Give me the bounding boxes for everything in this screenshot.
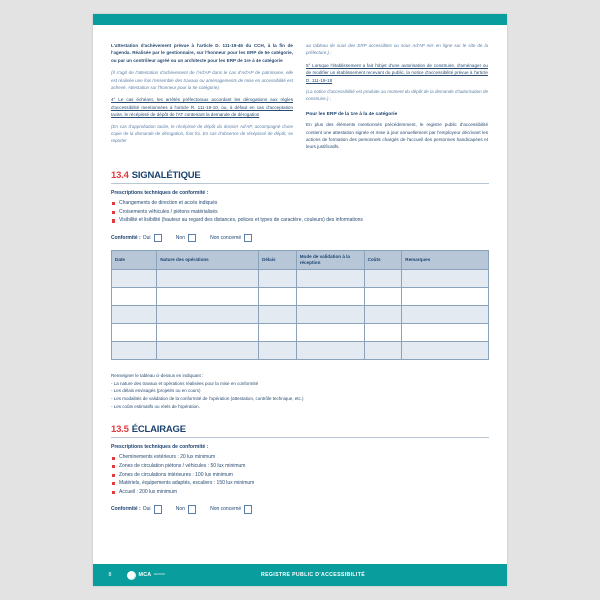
prescriptions-label: Prescriptions techniques de conformité : (111, 443, 209, 450)
intro-paragraph-italic: (La notice d'accessibilité est produite au moment du dépôt de la demande d'autorisation de construire.) ; (306, 89, 488, 102)
table-cell-remarques[interactable] (402, 324, 489, 342)
intro-columns (111, 42, 489, 156)
table-body (112, 270, 489, 360)
list-item (111, 208, 489, 217)
conformity-option-non-concerne[interactable] (210, 505, 255, 513)
table-cell-date[interactable] (112, 288, 157, 306)
intro-paragraph-italic: au tableau de suivi des ERP accessibles ou sous Ad'AP mis en ligne sur le site de la préfecture.) ; (306, 43, 488, 56)
table-cell-couts[interactable] (364, 270, 402, 288)
instructions-intro: Renseigner le tableau ci-dessus en indiquant : (111, 373, 204, 379)
conformity-row-eclairage (111, 505, 489, 513)
list-item (111, 199, 489, 208)
table-row[interactable] (112, 288, 489, 306)
table-cell-nature[interactable] (157, 288, 259, 306)
table-cell-remarques[interactable] (402, 342, 489, 360)
instructions-line: - Les modalités de validation de la conformité de l'opération (attestation, contrôle technique, etc.) (111, 395, 304, 401)
table-cell-couts[interactable] (364, 324, 402, 342)
checkbox-non-concerne[interactable] (244, 505, 252, 513)
checkbox-oui[interactable] (154, 505, 162, 513)
list-item-label: Matériels, équipements adaptés, escaliers : 150 lux minimum (119, 480, 255, 487)
table-row[interactable] (112, 270, 489, 288)
checkbox-oui[interactable] (154, 234, 162, 242)
conformity-option-label: Oui (142, 506, 151, 513)
section-divider (111, 437, 489, 438)
brand-name: MCA (138, 572, 152, 578)
column-header-delais: Délais (259, 251, 297, 270)
table-cell-date[interactable] (112, 270, 157, 288)
document-title: REGISTRE PUBLIC D'ACCESSIBILITÉ (261, 572, 366, 578)
conformity-option-label: Non concerné (210, 506, 242, 513)
section-title: ÉCLAIRAGE (131, 424, 186, 436)
table-cell-nature[interactable] (157, 342, 259, 360)
table-cell-date[interactable] (112, 324, 157, 342)
section-number: 13.4 (111, 169, 129, 181)
conformity-option-label: Non concerné (210, 235, 242, 242)
conformity-label: Conformité : (111, 235, 141, 242)
intro-paragraph: L'attestation d'achèvement prévue à l'article D. 111-19-46 du CCH, à la fin de l'agenda. Réalisée par le gestionnaire, sur l'honneur pour les ERP de 5e catégorie, ou par un contrôleur agréé ou un architecte pour les ERP de 1re à 4e catégorie (111, 43, 293, 63)
conformity-option-non[interactable] (176, 505, 199, 513)
section-heading-signaletique (111, 170, 489, 181)
intro-paragraph-italic: (Il s'agit de l'attestation d'achèvement de l'Ad'AP dans le cas d'Ad'AP de patrimoine, elle est réalisée une fois l'ensemble des travaux ou aménagements de mise en accessibilité est achevé. Attestation sur l'honneur pour la 5e catégorie). (111, 70, 293, 91)
table-cell-couts[interactable] (364, 306, 402, 324)
list-item-label: Visibilité et lisibilité (hauteur au regard des distances, polices et types de caractère, couleurs) des informations (119, 217, 363, 224)
table-cell-mode-validation[interactable] (296, 342, 364, 360)
brand-subtitle: GROUP (153, 572, 166, 577)
list-item (111, 216, 489, 225)
conformity-option-non-concerne[interactable] (210, 234, 255, 242)
table-row[interactable] (112, 342, 489, 360)
table-cell-mode-validation[interactable] (296, 324, 364, 342)
section-heading-eclairage (111, 424, 489, 435)
intro-paragraph-italic: (En cas d'approbation tacite, le récépissé de dépôt du dossier Ad'AP, accompagné d'une copie de la demande de dérogation, font foi. En cas d'absence de récépissé de dépôt, se reporter (111, 123, 293, 144)
intro-left-column (111, 42, 293, 156)
column-header-couts: Coûts (364, 251, 402, 270)
table-cell-delais[interactable] (259, 342, 297, 360)
page-number: 8 (108, 572, 112, 578)
table-row[interactable] (112, 306, 489, 324)
conformity-option-oui[interactable] (143, 505, 165, 513)
table-cell-remarques[interactable] (402, 288, 489, 306)
section-title: SIGNALÉTIQUE (131, 169, 201, 181)
table-cell-couts[interactable] (364, 288, 402, 306)
table-cell-mode-validation[interactable] (296, 288, 364, 306)
brand-logo (127, 571, 165, 580)
sphere-logo-icon (127, 571, 136, 580)
column-header-remarques: Remarques (402, 251, 489, 270)
conformity-option-label: Non (175, 235, 185, 242)
intro-paragraph-underlined: 5° Lorsque l'établissement a fait l'objet d'une autorisation de construire, d'aménager ou de modifier un établissement recevant du public, la notice d'accessibilité prévue à l'article D. 111-19-18 (306, 62, 488, 83)
list-item-label: Changements de direction et accès indiqués (119, 200, 218, 207)
checkbox-non[interactable] (188, 505, 196, 513)
table-cell-nature[interactable] (157, 270, 259, 288)
column-header-date: Date (112, 251, 157, 270)
table-cell-date[interactable] (112, 342, 157, 360)
prescriptions-list-eclairage (111, 453, 489, 496)
page-footer (93, 564, 507, 586)
table-cell-delais[interactable] (259, 270, 297, 288)
list-item (111, 462, 489, 471)
table-row[interactable] (112, 324, 489, 342)
list-item-label: Croisements véhicules / piétons matérialisés (119, 208, 218, 215)
list-item-label: Zones de circulations intérieures : 100 lux minimum (119, 471, 233, 478)
list-item-label: Accueil : 200 lux minimum (119, 488, 178, 495)
intro-paragraph-underlined: 4° Le cas échéant, les arrêtés préfectoraux accordant les dérogations aux règles d'accessibilité mentionnées à l'article R. 111-19-10, ou, à défaut en cas d'acceptation tacite, le récépissé de dépôt de l'AT contenant la demande de dérogation (111, 97, 293, 118)
list-item (111, 471, 489, 480)
section-number: 13.5 (111, 424, 129, 436)
table-header (112, 251, 489, 270)
table-cell-nature[interactable] (157, 306, 259, 324)
instructions-line: - Les coûts estimatifs ou réels de l'opération. (111, 403, 200, 409)
table-cell-mode-validation[interactable] (296, 306, 364, 324)
instructions-line: - Les délais envisagés (projetés ou en cours) (111, 388, 201, 394)
intro-right-column (306, 42, 488, 156)
conformity-row-signaletique (111, 234, 489, 242)
intro-paragraph: En plus des éléments mentionnés précédemment, le registre public d'accessibilité contient une attestation signée et mise à jour annuellement par l'employeur décrivant les actions de formation des personnels chargés de l'accueil des personnes handicapées et leurs justificatifs. (306, 122, 488, 150)
checkbox-non[interactable] (188, 234, 196, 242)
document-page (93, 14, 507, 586)
conformity-label: Conformité : (111, 506, 141, 513)
conformity-option-non[interactable] (176, 234, 199, 242)
top-accent-bar (93, 14, 507, 25)
table-cell-delais[interactable] (259, 306, 297, 324)
table-cell-date[interactable] (112, 306, 157, 324)
section-divider (111, 183, 489, 184)
table-cell-couts[interactable] (364, 342, 402, 360)
table-cell-remarques[interactable] (402, 306, 489, 324)
prescriptions-list-signaletique (111, 199, 489, 225)
column-header-mode-validation: Mode de validation à la réception (296, 251, 364, 270)
column-header-nature: Nature des opérations (157, 251, 259, 270)
list-item (111, 453, 489, 462)
prescriptions-label: Prescriptions techniques de conformité : (111, 189, 209, 196)
table-cell-delais[interactable] (259, 288, 297, 306)
intro-subheading: Pour les ERP de la 1re à la 4e catégorie (306, 111, 398, 117)
page-content (111, 42, 489, 514)
table-instructions (111, 372, 489, 410)
instructions-line: - La nature des travaux et opérations réalisées pour la mise en conformité (111, 380, 259, 386)
conformity-option-label: Oui (142, 235, 151, 242)
list-item-label: Cheminements extérieurs : 20 lux minimum (119, 454, 216, 461)
list-item (111, 488, 489, 497)
operations-table (111, 250, 489, 360)
table-cell-mode-validation[interactable] (296, 270, 364, 288)
table-cell-delais[interactable] (259, 324, 297, 342)
table-header-row (112, 251, 489, 270)
table-cell-nature[interactable] (157, 324, 259, 342)
conformity-option-oui[interactable] (143, 234, 165, 242)
checkbox-non-concerne[interactable] (244, 234, 252, 242)
conformity-option-label: Non (175, 506, 185, 513)
list-item (111, 479, 489, 488)
table-cell-remarques[interactable] (402, 270, 489, 288)
list-item-label: Zones de circulation piétons / véhicules : 50 lux minimum (119, 463, 246, 469)
